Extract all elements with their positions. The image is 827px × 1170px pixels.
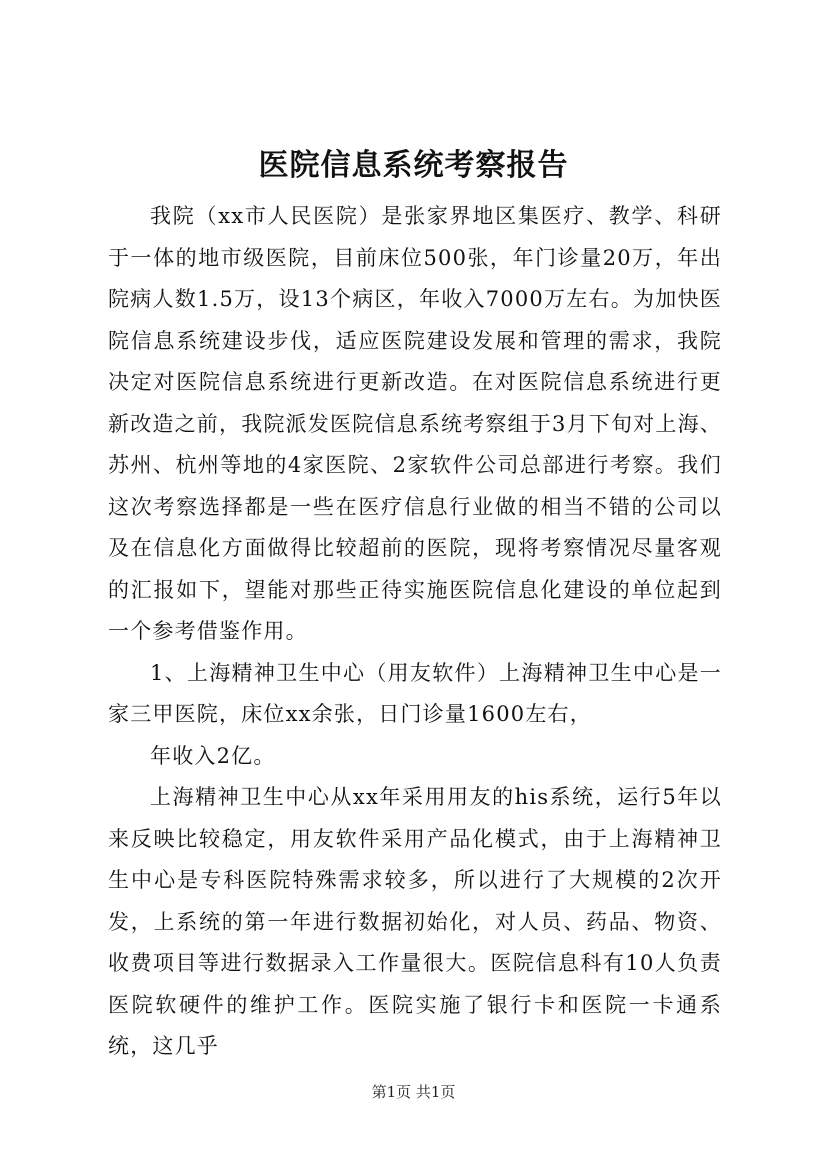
document-title: 医院信息系统考察报告 (258, 148, 569, 183)
paragraph-section-1: 1、上海精神卫生中心（用友软件）上海精神卫生中心是一家三甲医院，床位xx余张，日门诊量1600左右， (108, 660, 722, 726)
document-body (108, 196, 722, 1068)
paragraph-his-system: 上海精神卫生中心从xx年采用用友的his系统，运行5年以来反映比较稳定，用友软件采用产品化模式，由于上海精神卫生中心是专科医院特殊需求较多，所以进行了大规模的2次开发，上系统的第一年进行数据初始化，对人员、药品、物资、收费项目等进行数据录入工作量很大。医院信息科有10人负责医院软硬件的维护工作。医院实施了银行卡和医院一卡通系统，这几乎 (108, 785, 722, 1058)
paragraph-intro: 我院（xx市人民医院）是张家界地区集医疗、教学、科研于一体的地市级医院，目前床位500张，年门诊量20万，年出院病人数1.5万，设13个病区，年收入7000万左右。为加快医院信息系统建设步伐，适应医院建设发展和管理的需求，我院决定对医院信息系统进行更新改造。在对医院信息系统进行更新改造之前，我院派发医院信息系统考察组于3月下旬对上海、苏州、杭州等地的4家医院、2家软件公司总部进行考察。我们这次考察选择都是一些在医疗信息行业做的相当不错的公司以及在信息化方面做得比较超前的医院，现将考察情况尽量客观的汇报如下，望能对那些正待实施医院信息化建设的单位起到一个参考借鉴作用。 (108, 204, 722, 643)
page-footer: 第1页 共1页 (371, 1083, 456, 1101)
paragraph-revenue: 年收入2亿。 (150, 743, 276, 768)
